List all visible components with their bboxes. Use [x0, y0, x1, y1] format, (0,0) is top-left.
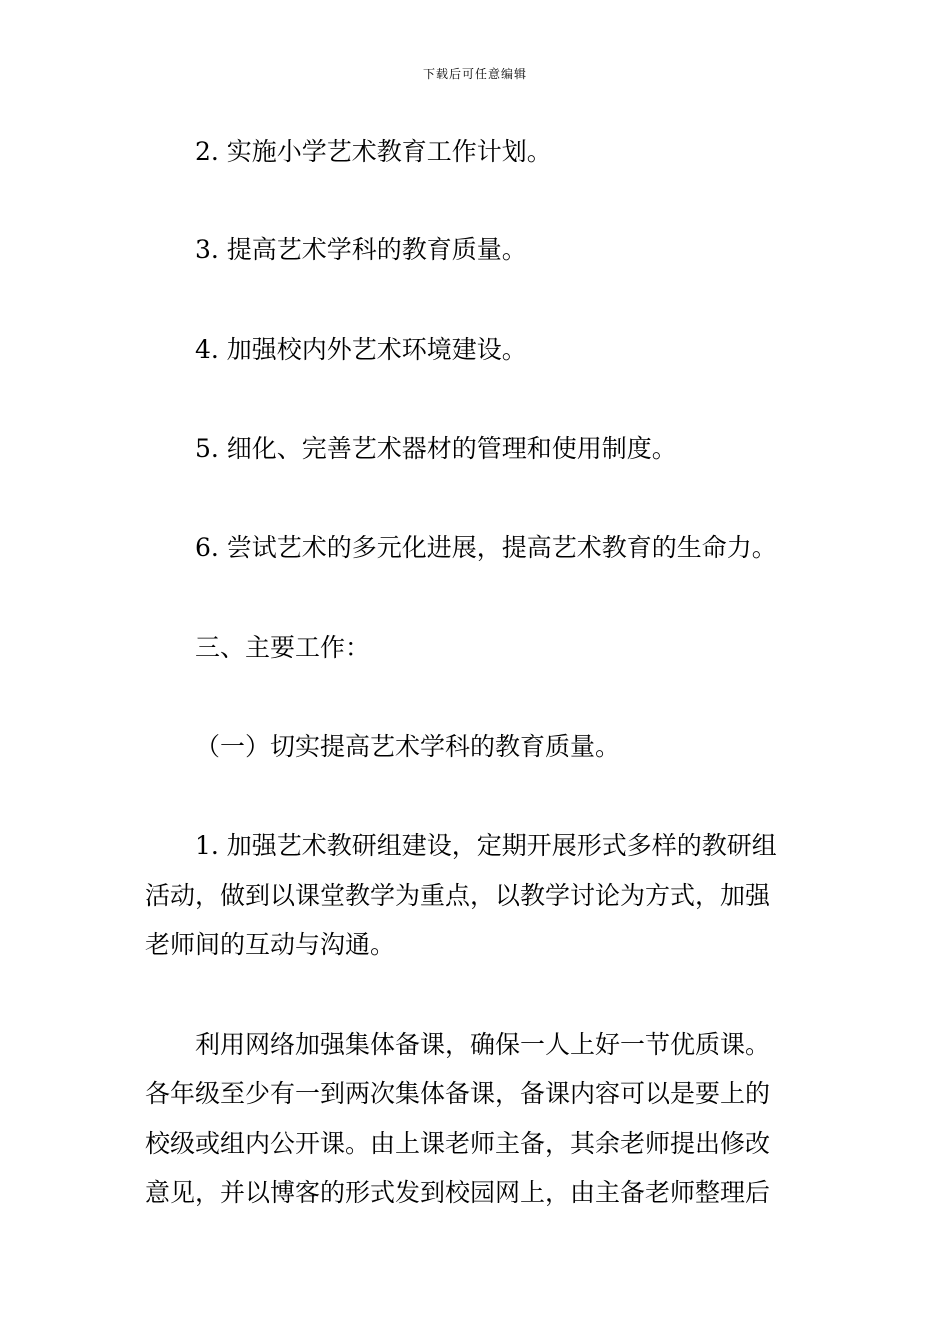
list-item-text: 6. 尝试艺术的多元化进展，提高艺术教育的生命力。 [195, 533, 777, 562]
paragraph-line-text: 利用网络加强集体备课，确保一人上好一节优质课。 [195, 1030, 771, 1059]
paragraph-line-text: 老师间的互动与沟通。 [145, 930, 396, 959]
list-item-text: 2. 实施小学艺术教育工作计划。 [195, 137, 552, 166]
list-item-text: 3. 提高艺术学科的教育质量。 [195, 235, 527, 264]
paragraph-line-text: 各年级至少有一到两次集体备课，备课内容可以是要上的 [145, 1079, 771, 1108]
paragraph-line-text: 1. 加强艺术教研组建设，定期开展形式多样的教研组 [195, 831, 777, 860]
header-note: 下载后可任意编辑 [422, 67, 527, 81]
section-heading-text: 三、主要工作： [195, 633, 371, 662]
paragraph-line-text: 校级或组内公开课。由上课老师主备，其余老师提出修改 [145, 1129, 771, 1158]
subsection-heading-text: （一）切实提高艺术学科的教育质量。 [195, 732, 621, 761]
paragraph-line-text: 意见，并以博客的形式发到校园网上，由主备老师整理后 [145, 1178, 771, 1207]
list-item-text: 5. 细化、完善艺术器材的管理和使用制度。 [195, 434, 677, 463]
list-item-text: 4. 加强校内外艺术环境建设。 [195, 335, 527, 364]
paragraph-line-text: 活动，做到以课堂教学为重点，以教学讨论为方式，加强 [145, 881, 771, 910]
